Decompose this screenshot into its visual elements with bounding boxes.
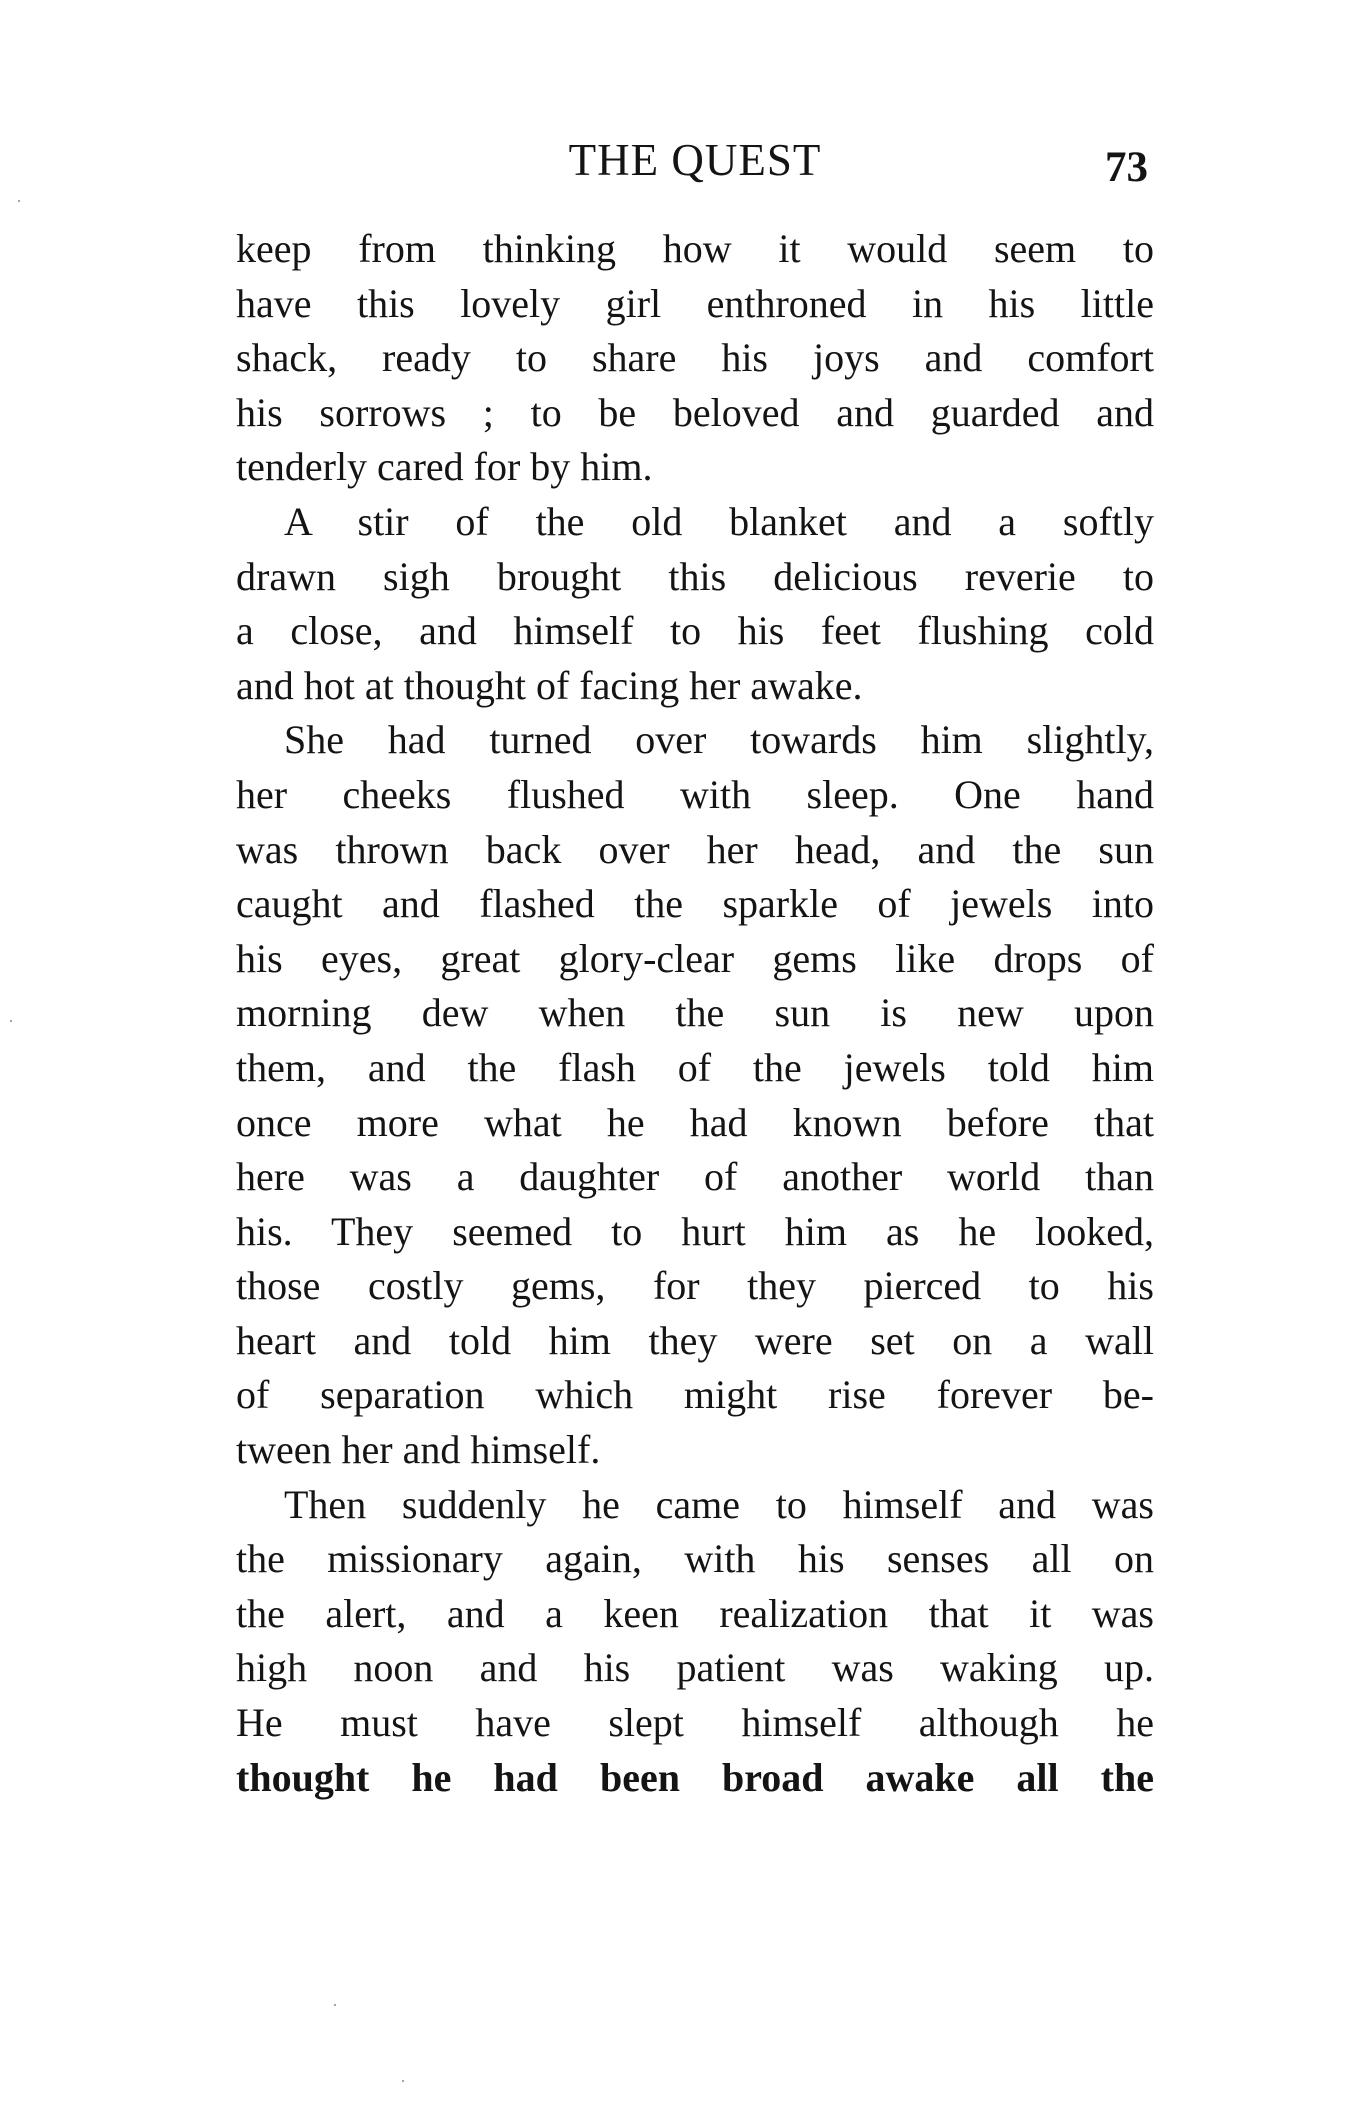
text-line: a close, and himself to his feet flushing cold	[236, 608, 1154, 654]
text-line: and hot at thought of facing her awake.	[236, 662, 863, 708]
text-line: tenderly cared for by him.	[236, 444, 653, 490]
text-line: her cheeks flushed with sleep. One hand	[236, 771, 1154, 817]
text-line: tween her and himself.	[236, 1427, 601, 1473]
text-line: here was a daughter of another world than	[236, 1154, 1154, 1200]
text-line: those costly gems, for they pierced to his	[236, 1263, 1154, 1309]
running-title: THE QUEST	[568, 135, 822, 185]
text-line: A stir of the old blanket and a softly	[284, 498, 1154, 544]
page-number: 73	[1105, 144, 1148, 191]
text-line: the alert, and a keen realization that it was	[236, 1590, 1154, 1636]
text-line: high noon and his patient was waking up.	[236, 1645, 1154, 1691]
text-line: his sorrows ; to be beloved and guarded and	[236, 389, 1154, 435]
scan-speck	[18, 200, 20, 202]
text-line: have this lovely girl enthroned in his little	[236, 280, 1154, 326]
scan-speck	[402, 2080, 404, 2082]
text-line: his. They seemed to hurt him as he looked,	[236, 1208, 1154, 1254]
scan-speck	[10, 1020, 12, 1022]
text-line: drawn sigh brought this delicious reverie to	[236, 553, 1154, 599]
text-line: was thrown back over her head, and the sun	[236, 826, 1154, 872]
text-line: keep from thinking how it would seem to	[236, 226, 1154, 271]
text-line: morning dew when the sun is new upon	[236, 990, 1154, 1036]
text-line: shack, ready to share his joys and comfort	[236, 335, 1154, 381]
text-line: thought he had been broad awake all the	[236, 1754, 1154, 1800]
text-line: the missionary again, with his senses all on	[236, 1536, 1154, 1582]
text-line: He must have slept himself although he	[236, 1700, 1154, 1746]
body-text	[236, 222, 1154, 1805]
text-line: his eyes, great glory-clear gems like drops of	[236, 935, 1154, 981]
text-line: once more what he had known before that	[236, 1099, 1154, 1145]
text-line: heart and told him they were set on a wall	[236, 1317, 1154, 1363]
text-line: Then suddenly he came to himself and was	[284, 1481, 1154, 1527]
scan-speck	[334, 2004, 336, 2006]
text-line: She had turned over towards him slightly,	[284, 717, 1154, 763]
text-line: caught and flashed the sparkle of jewels into	[236, 881, 1154, 927]
text-line: them, and the flash of the jewels told him	[236, 1044, 1154, 1090]
text-line: of separation which might rise forever be-	[236, 1372, 1154, 1418]
running-head	[236, 132, 1154, 192]
